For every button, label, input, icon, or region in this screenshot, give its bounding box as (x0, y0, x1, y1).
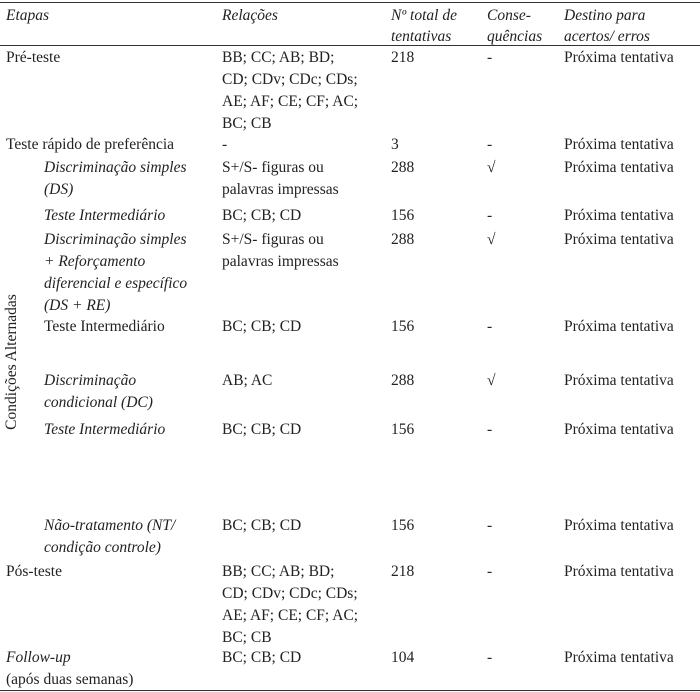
table-top-rule (0, 2, 700, 3)
total-teste-intermediario-1: 156 (391, 207, 415, 224)
etapa-ds-re: Discriminação simples + Reforçamento diferencial e específico (DS + RE) (44, 231, 188, 314)
relacoes-follow-up: BC; CB; CD (222, 649, 302, 666)
etapa-teste-rapido: Teste rápido de preferência (6, 136, 175, 153)
cons-nt: - (487, 517, 493, 534)
relacoes-pre-teste: BB; CC; AB; BD; CD; CDv; CDc; CDs; AE; AF; CE; CF; AC; BC; CB (222, 49, 359, 132)
relacoes-teste-intermediario-3: BC; CB; CD (222, 421, 302, 438)
etapa-teste-intermediario-3: Teste Intermediário (44, 421, 166, 438)
etapa-teste-intermediario-1: Teste Intermediário (44, 207, 166, 224)
relacoes-pos-teste: BB; CC; AB; BD; CD; CDv; CDc; CDs; AE; AF; CE; CF; AC; BC; CB (222, 563, 359, 646)
destino-ds-re: Próxima tentativa (564, 231, 674, 248)
cons-pre-teste: - (487, 49, 493, 66)
relacoes-teste-intermediario-1: BC; CB; CD (222, 207, 302, 224)
cons-pos-teste: - (487, 563, 493, 580)
total-nt: 156 (391, 517, 415, 534)
total-ds: 288 (391, 159, 415, 176)
destino-teste-rapido: Próxima tentativa (564, 136, 674, 153)
destino-ds: Próxima tentativa (564, 159, 674, 176)
etapa-ds: Discriminação simples (DS) (44, 159, 187, 198)
relacoes-ds-re: S+/S- figuras ou palavras impressas (222, 231, 339, 270)
cons-teste-intermediario-3: - (487, 421, 493, 438)
header-total: Nº total de tentativas (391, 7, 457, 45)
destino-dc: Próxima tentativa (564, 372, 674, 389)
table-bottom-rule (0, 690, 700, 691)
header-relacoes: Relações (222, 7, 278, 24)
etapa-teste-intermediario-2: Teste Intermediário (44, 318, 165, 335)
cons-ds-re: √ (487, 231, 496, 248)
cons-dc: √ (487, 372, 496, 389)
total-pos-teste: 218 (391, 563, 415, 580)
cons-follow-up: - (487, 649, 493, 666)
destino-teste-intermediario-3: Próxima tentativa (564, 421, 674, 438)
relacoes-dc: AB; AC (222, 372, 273, 389)
relacoes-teste-rapido: - (222, 136, 228, 153)
header-destino: Destino para acertos/ erros (564, 7, 650, 45)
destino-teste-intermediario-2: Próxima tentativa (564, 318, 674, 335)
cons-ds: √ (487, 159, 496, 176)
total-follow-up: 104 (391, 649, 415, 666)
total-teste-intermediario-2: 156 (391, 318, 415, 335)
total-teste-rapido: 3 (391, 136, 399, 153)
destino-follow-up: Próxima tentativa (564, 649, 674, 666)
cons-teste-intermediario-1: - (487, 207, 493, 224)
total-ds-re: 288 (391, 231, 415, 248)
destino-teste-intermediario-1: Próxima tentativa (564, 207, 674, 224)
cons-teste-rapido: - (487, 136, 493, 153)
etapa-follow-up: Follow-up (após duas semanas) (6, 649, 134, 688)
relacoes-teste-intermediario-2: BC; CB; CD (222, 318, 302, 335)
header-consequencias: Conse- quências (487, 7, 543, 45)
total-pre-teste: 218 (391, 49, 415, 66)
etapa-pre-teste: Pré-teste (6, 49, 61, 66)
side-label-condicoes-alternadas: Condições Alternadas (3, 294, 20, 430)
etapa-dc: Discriminação condicional (DC) (44, 372, 153, 411)
table-header-rule (0, 45, 700, 46)
total-dc: 288 (391, 372, 415, 389)
relacoes-nt: BC; CB; CD (222, 517, 302, 534)
etapa-nt: Não-tratamento (NT/ condição controle) (44, 517, 176, 556)
destino-nt: Próxima tentativa (564, 517, 674, 534)
header-etapas: Etapas (6, 7, 50, 24)
cons-teste-intermediario-2: - (487, 318, 493, 335)
relacoes-ds: S+/S- figuras ou palavras impressas (222, 159, 339, 198)
total-teste-intermediario-3: 156 (391, 421, 415, 438)
destino-pre-teste: Próxima tentativa (564, 49, 674, 66)
etapa-pos-teste: Pós-teste (6, 563, 62, 580)
destino-pos-teste: Próxima tentativa (564, 563, 674, 580)
